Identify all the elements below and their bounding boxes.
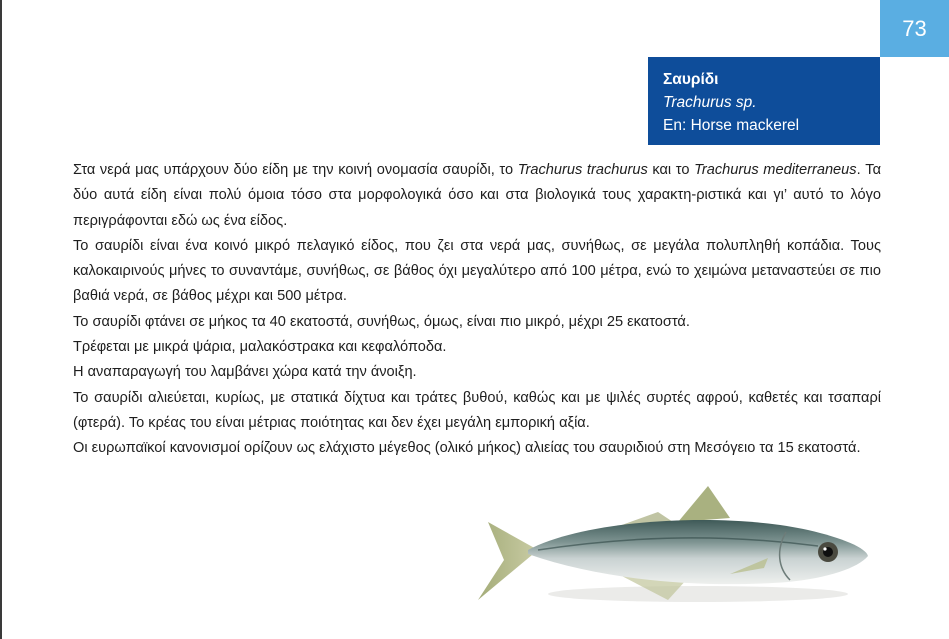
intro-text-1: Στα νερά μας υπάρχουν δύο είδη με την κοινή ονομασία σαυρίδι, το [73, 162, 518, 178]
paragraph-habitat: Το σαυρίδι είναι ένα κοινό μικρό πελαγικό είδος, που ζει στα νερά μας, συνήθως, σε μεγάλα πολυπληθή κοπάδια. Τους καλοκαιρινούς μήνες το συναντάμε, συνήθως, σε βάθος όχι μεγαλύτερο από 100 μέτρα, ενώ το χειμώνα μεταναστεύει σε πιο βαθιά νερά, σε βάθος μέχρι και 500 μέτρα. [73, 237, 881, 305]
article-body [73, 158, 881, 462]
paragraph-fishing: Το σαυρίδι αλιεύεται, κυρίως, με στατικά δίχτυα και τράτες βυθού, καθώς και με ψιλές συρτές αφρού, καθετές και τσαπαρί (φτερά). Το κρέας του είναι μέτριας ποιότητας και δεν έχει μεγάλη εμπορική αξία. [73, 389, 881, 431]
paragraph-regulation: Οι ευρωπαϊκοί κανονισμοί ορίζουν ως ελάχιστο μέγεθος (ολικό μήκος) αλιείας του σαυριδιού στη Μεσόγειο τα 15 εκατοστά. [73, 440, 861, 457]
intro-text-3: . Τα δύο αυτά είδη είναι πολύ όμοια τόσο στα μορφολογικά όσο και στα βιολογικά τους χαρακτη-ριστικά και γι’ αυτό το λόγο περιγράφονται εδώ ως ένα είδος. [73, 162, 882, 229]
page-number: 73 [880, 0, 949, 57]
intro-text-2: και το [647, 162, 695, 178]
paragraph-size: Το σαυρίδι φτάνει σε μήκος τα 40 εκατοστά, συνήθως, όμως, είναι πιο μικρό, μέχρι 25 εκατοστά. [73, 313, 690, 330]
species-name-trachurus: Trachurus trachurus [517, 162, 648, 178]
paragraph-reproduction: Η αναπαραγωγή του λαμβάνει χώρα κατά την άνοιξη. [73, 364, 417, 381]
left-page-rule [0, 0, 2, 639]
species-name-mediterraneus: Trachurus mediterraneus [694, 162, 857, 178]
horse-mackerel-image [468, 482, 868, 612]
species-english-name: En: Horse mackerel [663, 117, 800, 134]
species-title-box [648, 57, 880, 145]
paragraph-diet: Τρέφεται με μικρά ψάρια, μαλακόστρακα και κεφαλόποδα. [73, 339, 447, 356]
paragraph-species-intro [73, 158, 881, 234]
species-scientific-name: Trachurus sp. [663, 94, 757, 111]
species-greek-name: Σαυρίδι [663, 71, 719, 88]
